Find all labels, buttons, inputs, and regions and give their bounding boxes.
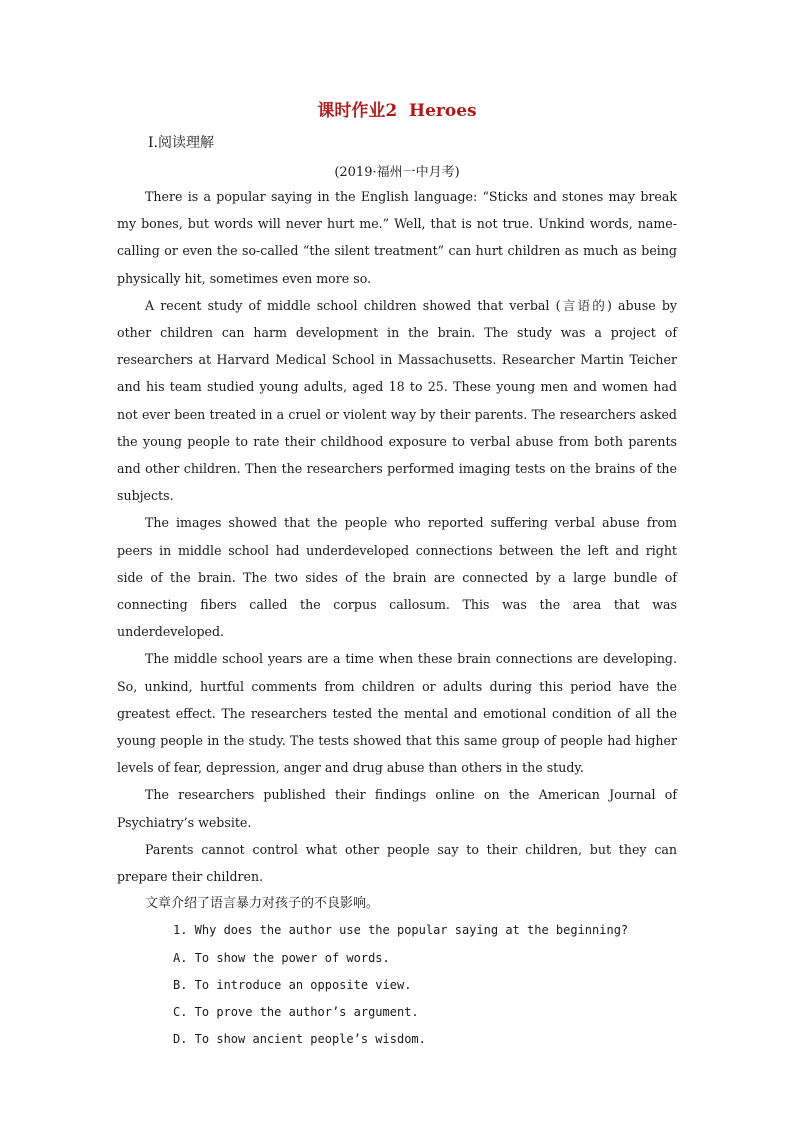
question-stem: 1. Why does the author use the popular saying at the beginning?: [173, 923, 629, 938]
paragraph-6: Parents cannot control what other people say to their children, but they can prepare their children.: [117, 841, 677, 885]
option-a: A. To show the power of words.: [173, 950, 390, 965]
paragraph-5: The researchers published their findings online on the American Journal of Psychiatry’s website.: [117, 787, 677, 830]
option-d: D. To show ancient people’s wisdom.: [173, 1032, 426, 1047]
section-heading: Ⅰ.阅读理解: [148, 135, 214, 151]
reading-passage: [117, 183, 677, 1054]
option-c: C. To prove the author’s argument.: [173, 1005, 419, 1020]
paragraph-2: A recent study of middle school children showed that verbal (言语的) abuse by other children can harm development in the brain. The study was a project of researchers at Harvard Medical School in Massachusetts. Researcher Martin Teicher and his team studied young adults, aged 18 to 25. These young men and women had not ever been treated in a cruel or violent way by their parents. The researchers asked the young people to rate their childhood exposure to verbal abuse from both parents and other children. Then the researchers performed imaging tests on the brains of the subjects.: [117, 297, 677, 504]
option-b: B. To introduce an opposite view.: [173, 977, 412, 992]
passage-summary: 文章介绍了语言暴力对孩子的不良影响。: [145, 896, 380, 912]
paragraph-4: The middle school years are a time when these brain connections are developing. So, unkind, hurtful comments from children or adults during this period have the greatest effect. The researchers tested the mental and emotional condition of all the young people in the study. The tests showed that this same group of people had higher levels of fear, depression, anger and drug abuse than others in the study.: [117, 651, 677, 776]
paragraph-3: The images showed that the people who reported suffering verbal abuse from peers in middle school had underdeveloped connections between the left and right side of the brain. The two sides of the brain are connected by a large bundle of connecting fibers called the corpus callosum. This was the area that was underdeveloped.: [117, 515, 677, 640]
page-title: 课时作业2 Heroes: [317, 101, 477, 121]
source-note: (2019·福州一中月考): [334, 165, 460, 180]
paragraph-1: There is a popular saying in the English language: “Sticks and stones may break my bones, but words will never hurt me.” Well, that is not true. Unkind words, name-calling or even the so-called “the silent treatment” can hurt children as much as being physically hit, sometimes even more so.: [117, 189, 677, 286]
